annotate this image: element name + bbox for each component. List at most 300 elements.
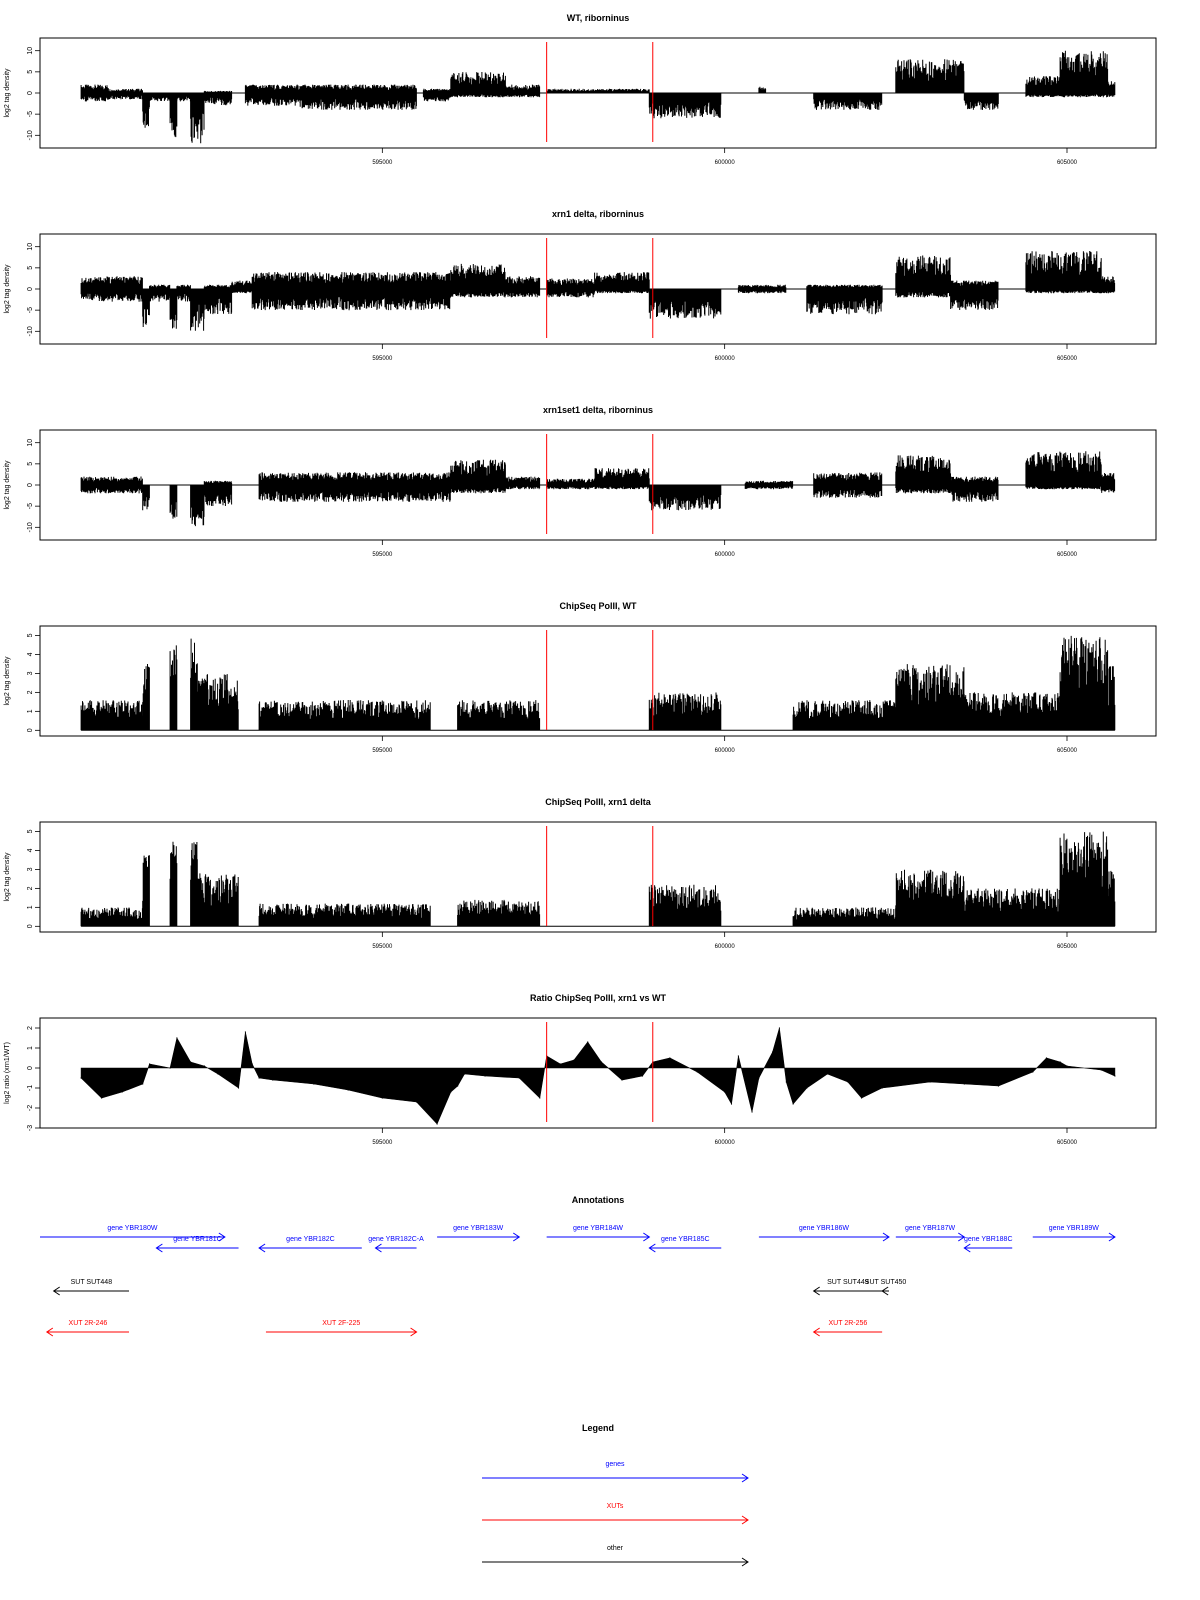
y-tick-label: -2 [27, 1104, 34, 1112]
signal-bars [423, 89, 450, 102]
ratio-point [827, 1073, 828, 1074]
signal-bars [506, 85, 540, 98]
chart-title: Ratio ChipSeq PolII, xrn1 vs WT [529, 993, 667, 1003]
signal-segment-6 [259, 904, 430, 927]
y-tick-label: 0 [27, 91, 34, 95]
signal-segment-15 [547, 89, 650, 93]
signal-segment-12 [547, 279, 594, 298]
signal-segment-2 [143, 664, 150, 730]
signal-bars [191, 289, 204, 331]
signal-segment-9 [793, 907, 896, 926]
signal-bars [951, 281, 998, 310]
signal-bars [143, 93, 150, 128]
signal-bars [649, 885, 721, 927]
legend-label: XUTs [606, 1503, 624, 1510]
signal-segment-14 [896, 455, 951, 493]
feature-label: gene YBR188C [963, 1236, 1013, 1243]
signal-segment-13 [595, 272, 650, 293]
signal-bars [259, 700, 430, 730]
x-tick-label: 605000 [1056, 552, 1078, 558]
signal-bars [143, 664, 150, 730]
signal-bars [191, 842, 198, 926]
signal-segment-19 [1026, 251, 1101, 293]
signal-bars [143, 855, 150, 926]
y-axis-label: log2 tag density [4, 68, 11, 118]
signal-bars [506, 477, 540, 490]
ratio-area [81, 1028, 1115, 1124]
signal-bars [1108, 666, 1115, 730]
y-tick-label: 3 [27, 867, 34, 872]
chart-title: ChipSeq PolII, WT [559, 601, 637, 611]
y-axis-label: log2 ratio (xrn1/WT) [4, 1042, 11, 1104]
x-tick-label: 595000 [372, 748, 393, 754]
feature-gene-ybr184w[interactable] [547, 1225, 650, 1241]
signal-segment-7 [458, 900, 540, 926]
signal-segment-9 [547, 479, 594, 490]
legend-panel [482, 1423, 748, 1566]
signal-bars [81, 908, 142, 927]
signal-segment-6 [191, 289, 204, 331]
signal-bars [259, 904, 430, 927]
signal-segment-8 [649, 885, 721, 927]
data-series [81, 451, 1115, 526]
signal-bars [1101, 276, 1114, 293]
y-tick-label: 0 [27, 1066, 34, 1070]
y-tick-label: 4 [27, 848, 34, 853]
feature-sut-sut450[interactable] [865, 1279, 907, 1295]
signal-segment-4 [191, 485, 204, 526]
y-tick-label: 0 [27, 728, 34, 733]
signal-bars [170, 485, 177, 519]
y-tick-label: 0 [27, 287, 34, 291]
signal-segment-9 [252, 272, 451, 310]
chart-title: xrn1set1 delta, riborninus [542, 405, 654, 415]
signal-segment-6 [259, 700, 430, 730]
signal-segment-1 [81, 700, 142, 730]
signal-bars [506, 276, 540, 297]
ratio-point [457, 1085, 458, 1086]
ratio-point [539, 1097, 540, 1098]
ratio-point [861, 1097, 862, 1098]
signal-bars [896, 870, 964, 927]
y-tick-label: -3 [27, 1124, 34, 1132]
feature-gene-ybr186w[interactable] [759, 1225, 889, 1241]
signal-bars [1060, 636, 1108, 730]
signal-bars [150, 285, 170, 302]
signal-segment-12 [1060, 832, 1108, 927]
chart-title: WT, riborninus [566, 13, 630, 23]
feature-gene-ybr188c[interactable] [964, 1236, 1013, 1252]
feature-xut-2r-246[interactable] [47, 1320, 129, 1336]
y-tick-label: 1 [27, 905, 34, 910]
chart-panel-3 [4, 405, 1156, 558]
signal-bars [951, 477, 998, 502]
signal-segment-13 [1108, 871, 1115, 926]
x-tick-label: 600000 [714, 1140, 735, 1146]
ratio-point [464, 1073, 465, 1074]
signal-bars [458, 700, 540, 730]
ratio-point [573, 1059, 574, 1060]
y-tick-label: -10 [27, 326, 34, 337]
ratio-point [964, 1083, 965, 1084]
y-axis-label: log2 tag density [4, 460, 11, 510]
signal-segment-18 [814, 93, 882, 110]
signal-bars [896, 664, 964, 730]
data-series [81, 51, 1115, 144]
signal-segment-4 [191, 842, 198, 926]
signal-segment-16 [649, 93, 721, 118]
signal-segment-11 [964, 692, 1059, 730]
signal-bars [1026, 451, 1101, 489]
feature-gene-ybr182c[interactable] [259, 1236, 362, 1252]
feature-gene-ybr183w[interactable] [437, 1225, 519, 1241]
signal-segment-2 [109, 89, 143, 100]
feature-gene-ybr187w[interactable] [896, 1225, 964, 1241]
signal-segment-20 [964, 93, 998, 110]
ratio-point [1032, 1071, 1033, 1072]
ratio-point [1060, 1061, 1061, 1062]
feature-label: gene YBR189W [1048, 1225, 1099, 1232]
feature-label: gene YBR182C [286, 1236, 335, 1243]
signal-segment-3 [150, 285, 170, 302]
signal-bars [547, 479, 594, 490]
ratio-point [1114, 1075, 1115, 1076]
feature-gene-ybr182c-a[interactable] [368, 1236, 424, 1252]
ratio-point [601, 1061, 602, 1062]
feature-gene-ybr181c[interactable] [156, 1236, 238, 1252]
data-series [81, 251, 1115, 331]
signal-bars [170, 842, 177, 927]
ratio-point [786, 1081, 787, 1082]
signal-segment-6 [259, 472, 450, 502]
ratio-point [731, 1103, 732, 1104]
feature-xut-2r-256[interactable] [814, 1320, 882, 1336]
feature-label: gene YBR184W [572, 1225, 624, 1232]
x-tick-label: 600000 [714, 552, 735, 558]
signal-bars [143, 485, 150, 510]
signal-bars [1108, 871, 1115, 926]
y-tick-label: 10 [27, 438, 34, 447]
ratio-point [80, 1077, 81, 1078]
signal-bars [649, 485, 721, 510]
ratio-point [882, 1087, 883, 1088]
signal-segment-11 [382, 85, 416, 110]
ratio-point [998, 1085, 999, 1086]
data-series [81, 832, 1115, 927]
y-tick-label: -10 [27, 130, 34, 141]
signal-segment-10 [300, 85, 382, 110]
signal-segment-11 [649, 485, 721, 510]
feature-label: SUT SUT448 [70, 1279, 113, 1286]
feature-label: gene YBR180W [107, 1225, 158, 1232]
y-tick-label: 3 [27, 671, 34, 676]
feature-label: SUT SUT449 [827, 1279, 869, 1286]
signal-segment-19 [896, 59, 964, 93]
x-tick-label: 600000 [714, 356, 735, 362]
signal-segment-10 [451, 264, 506, 298]
feature-label: gene YBR187W [905, 1225, 956, 1232]
ratio-point [204, 1065, 205, 1066]
legend-label: genes [605, 1461, 625, 1468]
signal-segment-4 [191, 639, 198, 731]
signal-segment-3 [170, 842, 177, 927]
feature-sut-sut448[interactable] [54, 1279, 129, 1295]
signal-bars [1101, 473, 1114, 493]
y-tick-label: 5 [27, 461, 34, 466]
y-tick-label: 2 [27, 1026, 34, 1030]
signal-segment-3 [143, 93, 150, 128]
signal-bars [595, 468, 650, 489]
signal-segment-3 [170, 485, 177, 519]
y-tick-label: 4 [27, 652, 34, 657]
ratio-point [738, 1055, 739, 1056]
y-axis-label: log2 tag density [4, 656, 11, 706]
signal-segment-7 [458, 700, 540, 730]
signal-bars [793, 700, 896, 730]
y-axis-label: log2 tag density [4, 264, 11, 314]
ratio-point [122, 1091, 123, 1092]
signal-segment-11 [964, 888, 1059, 926]
ratio-point [724, 1091, 725, 1092]
feature-label: SUT SUT450 [864, 1279, 907, 1286]
ratio-point [101, 1097, 102, 1098]
ratio-point [847, 1081, 848, 1082]
y-tick-label: -5 [27, 503, 34, 510]
ratio-point [929, 1081, 930, 1082]
signal-bars [177, 285, 191, 302]
feature-label: gene YBR182C-A [368, 1236, 424, 1243]
y-tick-label: -5 [27, 307, 34, 314]
x-tick-label: 600000 [714, 160, 735, 166]
signal-bars [150, 93, 170, 101]
signal-bars [458, 900, 540, 926]
ratio-point [176, 1037, 177, 1038]
signal-bars [170, 645, 177, 730]
signal-segment-1 [81, 908, 142, 927]
signal-segment-5 [198, 674, 239, 730]
signal-segment-10 [595, 468, 650, 489]
ratio-point [758, 1077, 759, 1078]
signal-bars [198, 674, 239, 730]
signal-bars [1060, 51, 1108, 97]
signal-segment-8 [506, 477, 540, 490]
chart-panel-2 [4, 209, 1156, 362]
signal-bars [649, 289, 721, 319]
signal-bars [232, 281, 252, 294]
data-series [81, 636, 1115, 730]
ratio-point [1101, 1069, 1102, 1070]
ratio-point [1066, 1065, 1067, 1066]
legend-item-other [482, 1545, 748, 1566]
signal-segment-12 [1060, 636, 1108, 730]
annotations-panel [40, 1195, 1115, 1336]
signal-segment-12 [423, 89, 450, 102]
y-tick-label: 5 [27, 829, 34, 834]
signal-segment-14 [649, 289, 721, 319]
feature-label: gene YBR183W [453, 1225, 504, 1232]
feature-label: gene YBR186W [798, 1225, 849, 1232]
x-tick-label: 595000 [372, 552, 393, 558]
signal-segment-17 [1101, 473, 1114, 493]
signal-segment-4 [150, 93, 170, 101]
ratio-point [772, 1051, 773, 1052]
signal-segment-10 [896, 870, 964, 927]
signal-bars [170, 93, 177, 137]
ratio-point [697, 1071, 698, 1072]
y-tick-label: 5 [27, 633, 34, 638]
signal-bars [252, 272, 451, 310]
signal-bars [547, 279, 594, 298]
ratio-point [450, 1091, 451, 1092]
y-tick-label: 10 [27, 242, 34, 251]
ratio-point [272, 1079, 273, 1080]
chart-title: ChipSeq PolII, xrn1 delta [545, 797, 651, 807]
signal-segment-22 [1060, 51, 1108, 97]
signal-segment-18 [951, 281, 998, 310]
signal-segment-21 [1026, 76, 1060, 97]
ratio-point [806, 1087, 807, 1088]
chart-panel-4 [4, 601, 1156, 754]
signal-bars [896, 59, 964, 93]
x-tick-label: 605000 [1056, 160, 1078, 166]
signal-bars [191, 485, 204, 526]
x-tick-label: 595000 [372, 356, 393, 362]
signal-bars [649, 693, 721, 731]
annotations-title: Annotations [571, 1195, 625, 1205]
ratio-point [779, 1027, 780, 1028]
y-tick-label: 0 [27, 924, 34, 929]
signal-segment-14 [506, 85, 540, 98]
signal-segment-9 [793, 700, 896, 730]
signal-bars [595, 272, 650, 293]
y-tick-label: 2 [27, 886, 34, 891]
ratio-point [484, 1075, 485, 1076]
signal-segment-2 [143, 289, 150, 327]
signal-segment-8 [232, 281, 252, 294]
signal-bars [964, 93, 998, 110]
ratio-point [416, 1101, 417, 1102]
ratio-point [347, 1089, 348, 1090]
signal-segment-3 [170, 645, 177, 730]
signal-segment-5 [198, 873, 239, 926]
ratio-point [642, 1075, 643, 1076]
signal-bars [964, 888, 1059, 926]
feature-xut-2f-225[interactable] [266, 1320, 417, 1336]
feature-gene-ybr185c[interactable] [649, 1236, 721, 1252]
ratio-point [149, 1063, 150, 1064]
ratio-point [245, 1031, 246, 1032]
ratio-point [793, 1103, 794, 1104]
signal-bars [793, 907, 896, 926]
signal-segment-2 [143, 855, 150, 926]
feature-label: gene YBR181C [173, 1236, 222, 1243]
y-tick-label: -5 [27, 111, 34, 118]
signal-segment-7 [191, 93, 204, 143]
signal-bars [170, 289, 177, 329]
signal-bars [81, 700, 142, 730]
signal-bars [245, 85, 300, 106]
ratio-point [1046, 1057, 1047, 1058]
signal-bars [300, 85, 382, 110]
signal-segment-10 [896, 664, 964, 730]
signal-bars [451, 264, 506, 298]
ratio-point [519, 1077, 520, 1078]
x-tick-label: 595000 [372, 1140, 393, 1146]
x-tick-label: 595000 [372, 944, 393, 950]
y-tick-label: 0 [27, 483, 34, 487]
signal-bars [451, 460, 506, 494]
y-tick-label: 10 [27, 46, 34, 55]
signal-segment-4 [170, 289, 177, 329]
x-tick-label: 605000 [1056, 1140, 1078, 1146]
signal-segment-6 [177, 93, 191, 101]
x-tick-label: 605000 [1056, 356, 1078, 362]
y-tick-label: 1 [27, 709, 34, 714]
chart-panel-1 [4, 13, 1156, 166]
y-axis-label: log2 tag density [4, 852, 11, 902]
signal-segment-23 [1108, 81, 1115, 97]
chart-title: xrn1 delta, riborninus [551, 209, 645, 219]
y-tick-label: 1 [27, 1046, 34, 1050]
signal-bars [896, 455, 951, 493]
ratio-point [437, 1123, 438, 1124]
signal-bars [1060, 832, 1108, 927]
legend-title: Legend [581, 1423, 615, 1433]
signal-bars [109, 89, 143, 100]
ratio-point [217, 1073, 218, 1074]
signal-bars [191, 93, 204, 143]
signal-bars [382, 85, 416, 110]
ratio-point [258, 1077, 259, 1078]
ratio-point [169, 1067, 170, 1068]
y-tick-label: -1 [27, 1084, 34, 1092]
signal-bars [896, 256, 951, 298]
signal-segment-16 [1026, 451, 1101, 489]
signal-bars [198, 873, 239, 926]
signal-bars [547, 89, 650, 93]
legend-item-gene [482, 1461, 748, 1482]
ratio-point [751, 1111, 752, 1112]
signal-segment-8 [649, 693, 721, 731]
ratio-point [560, 1063, 561, 1064]
signal-segment-2 [143, 485, 150, 510]
ratio-point [142, 1083, 143, 1084]
signal-bars [177, 93, 191, 101]
signal-bars [259, 472, 450, 502]
feature-label: XUT 2R-246 [68, 1320, 108, 1327]
ratio-point [190, 1061, 191, 1062]
ratio-point [313, 1083, 314, 1084]
chart-panel-6 [4, 993, 1156, 1146]
signal-segment-15 [951, 477, 998, 502]
legend-label: other [607, 1545, 623, 1552]
y-tick-label: 5 [27, 69, 34, 74]
signal-segment-7 [451, 460, 506, 494]
y-tick-label: -10 [27, 522, 34, 533]
ratio-point [621, 1079, 622, 1080]
feature-gene-ybr189w[interactable] [1033, 1225, 1115, 1241]
signal-segment-11 [506, 276, 540, 297]
ratio-point [669, 1057, 670, 1058]
signal-segment-5 [177, 285, 191, 302]
signal-bars [814, 93, 882, 110]
feature-label: gene YBR185C [661, 1236, 710, 1243]
signal-bars [191, 639, 198, 731]
x-tick-label: 595000 [372, 160, 393, 166]
x-tick-label: 605000 [1056, 944, 1078, 950]
signal-segment-17 [896, 256, 951, 298]
signal-bars [759, 87, 766, 93]
